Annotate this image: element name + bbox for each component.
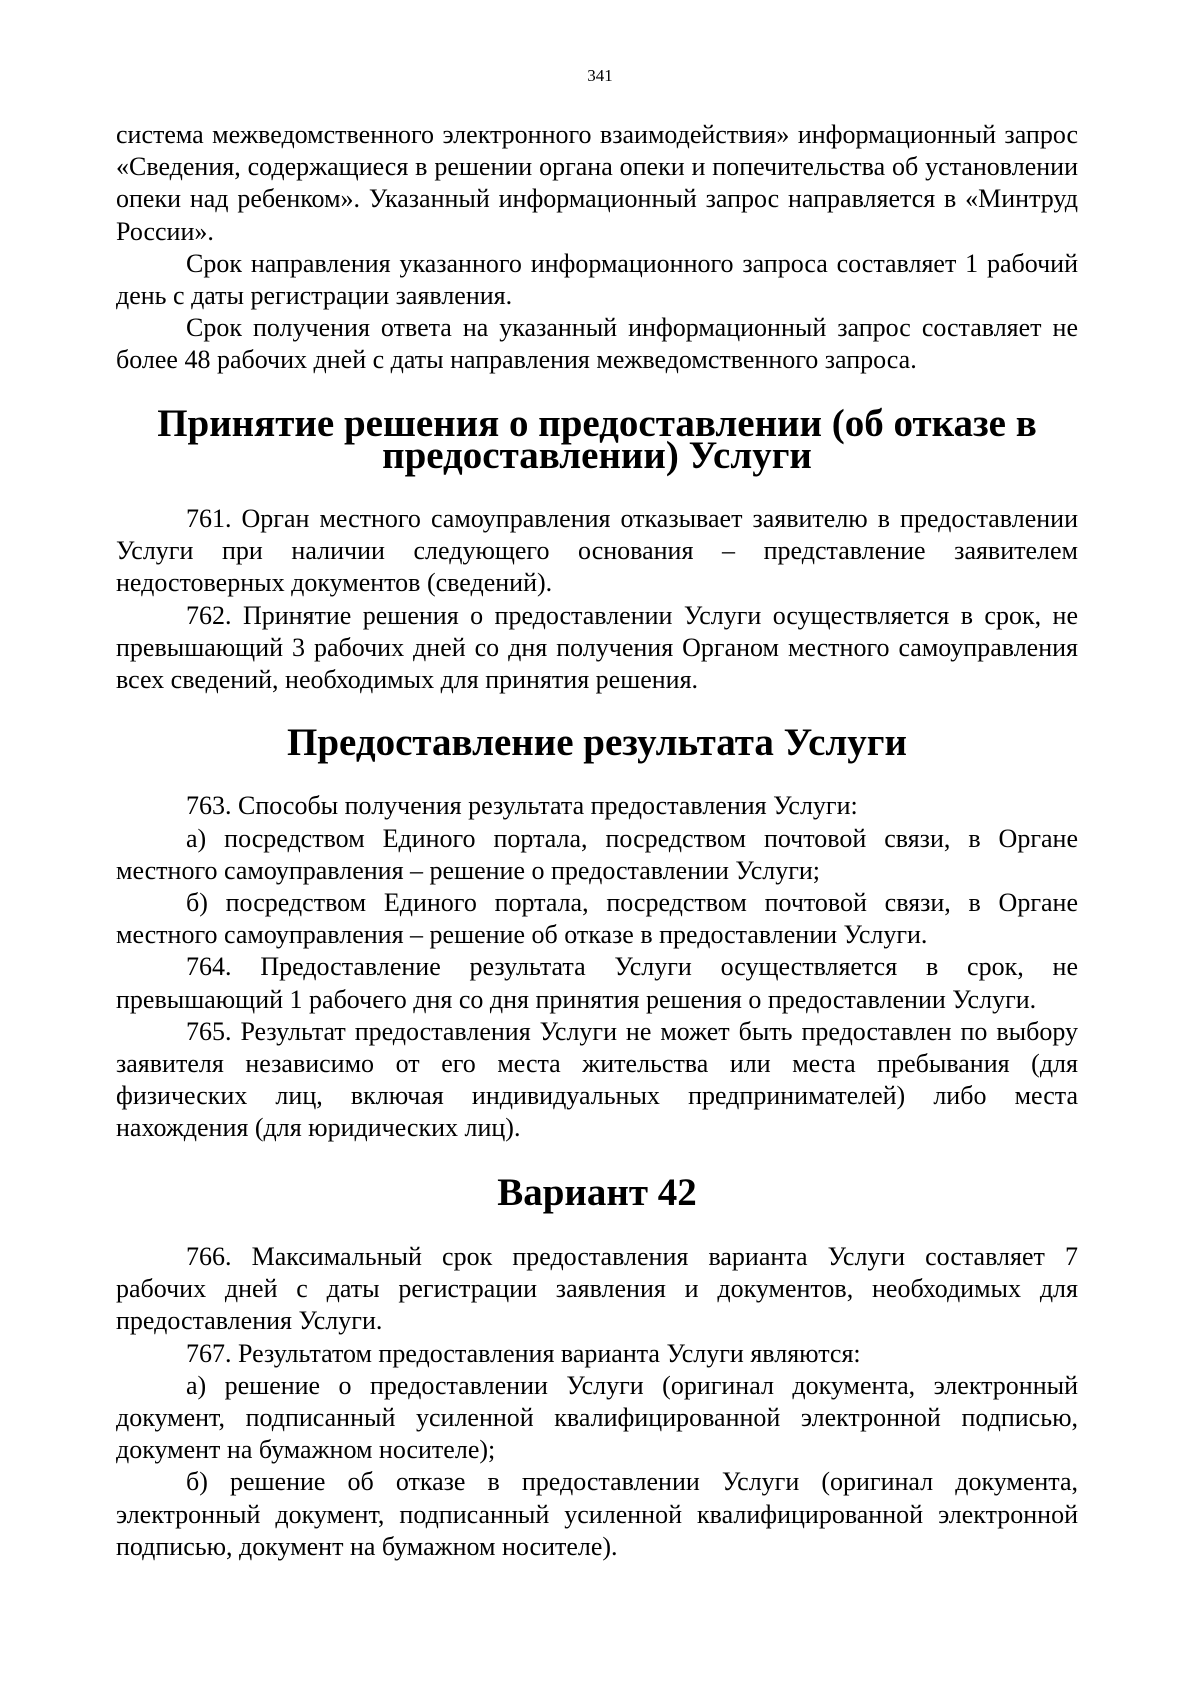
section-result bbox=[116, 790, 1078, 1144]
paragraph-764: 764. Предоставление результата Услуги осуществляется в срок, не превышающий 1 рабочего дня со дня принятия решения о предоставлении Услуги. bbox=[116, 952, 1078, 1014]
page-number: 341 bbox=[587, 66, 613, 85]
section-heading-result: Предоставление результата Услуги bbox=[287, 721, 907, 765]
paragraph-766: 766. Максимальный срок предоставления варианта Услуги составляет 7 рабочих дней с даты регистрации заявления и документов, необходимых для предоставления Услуги. bbox=[116, 1241, 1078, 1336]
paragraph: система межведомственного электронного взаимодействия» информационный запрос «Сведения, содержащиеся в решении органа опеки и попечительства об установлении опеки над ребенком». Указанный информационный запрос направляется в «Минтруд России». bbox=[116, 120, 1078, 246]
section-decision bbox=[116, 503, 1078, 696]
paragraph-765: 765. Результат предоставления Услуги не может быть предоставлен по выбору заявителя независимо от его места жительства или места пребывания (для физических лиц, включая индивидуальных предпринимателей) либо места нахождения (для юридических лиц). bbox=[116, 1016, 1078, 1143]
paragraph-767-a: а) решение о предоставлении Услуги (оригинал документа, электронный документ, подписанный усиленной квалифицированной электронной подписью, документ на бумажном носителе); bbox=[116, 1370, 1078, 1465]
paragraph-762: 762. Принятие решения о предоставлении Услуги осуществляется в срок, не превышающий 3 рабочих дней со дня получения Органом местного самоуправления всех сведений, необходимых для принятия решения. bbox=[116, 600, 1078, 695]
paragraph-767-b: б) решение об отказе в предоставлении Услуги (оригинал документа, электронный документ, подписанный усиленной квалифицированной электронной подписью, документ на бумажном носителе). bbox=[116, 1467, 1078, 1561]
document-body bbox=[116, 119, 1078, 1563]
paragraph-763: 763. Способы получения результата предоставления Услуги: bbox=[186, 791, 858, 821]
paragraph-761: 761. Орган местного самоуправления отказывает заявителю в предоставлении Услуги при наличии следующего основания – представление заявителем недостоверных документов (сведений). bbox=[116, 504, 1078, 598]
section-variant bbox=[116, 1241, 1078, 1563]
paragraph: Срок получения ответа на указанный информационный запрос составляет не более 48 рабочих дней с даты направления межведомственного запроса. bbox=[116, 313, 1078, 375]
section-heading-variant: Вариант 42 bbox=[497, 1170, 697, 1214]
paragraph: Срок направления указанного информационного запроса составляет 1 рабочий день с даты регистрации заявления. bbox=[116, 248, 1078, 311]
paragraph-767: 767. Результатом предоставления варианта Услуги являются: bbox=[186, 1338, 861, 1368]
paragraph-763-a: а) посредством Единого портала, посредством почтовой связи, в Органе местного самоуправления – решение о предоставлении Услуги; bbox=[116, 823, 1078, 885]
paragraph-763-b: б) посредством Единого портала, посредством почтовой связи, в Органе местного самоуправления – решение об отказе в предоставлении Услуги. bbox=[116, 888, 1078, 950]
section-heading-decision: Принятие решения о предоставлении (об отказе в предоставлении) Услуги bbox=[157, 401, 1037, 477]
